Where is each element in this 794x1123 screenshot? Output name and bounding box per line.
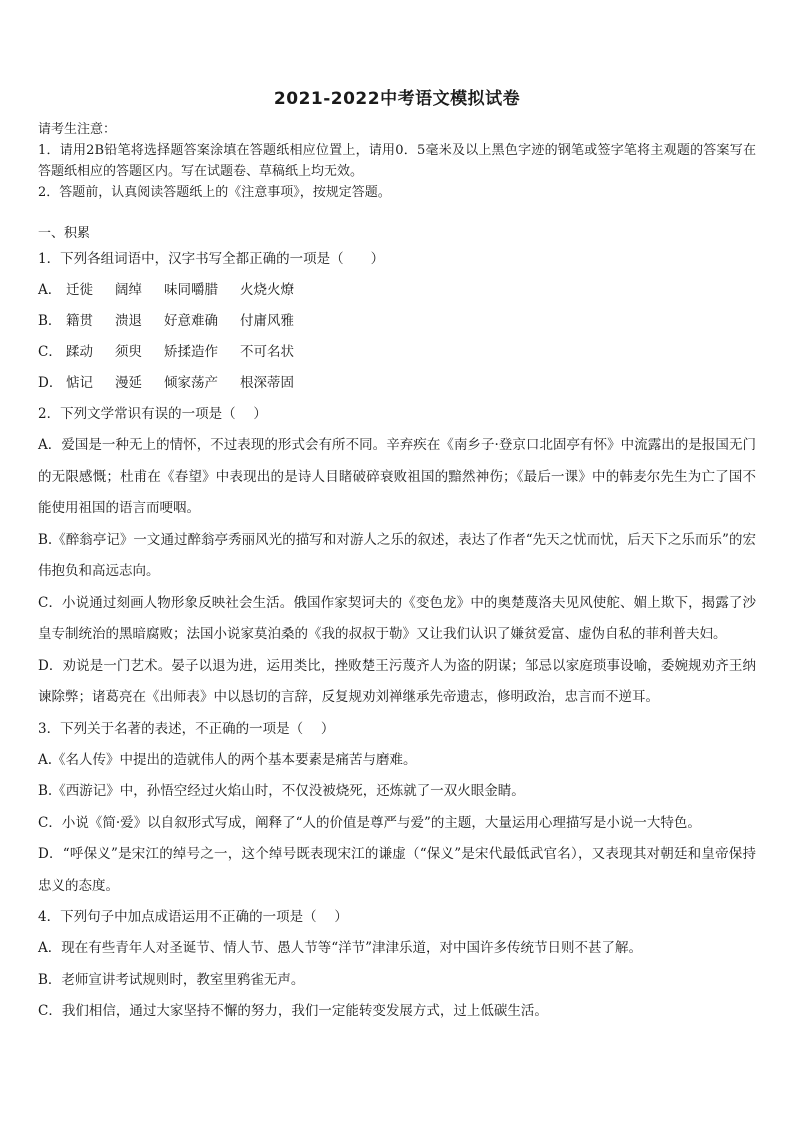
- notice-item: 1．请用2B铅笔将选择题答案涂填在答题纸相应位置上，请用0．5毫米及以上黑色字迹的钢笔或签字笔将主观题的答案写在答题纸相应的答题区内。写在试题卷、草稿纸上均无效。: [38, 143, 756, 179]
- question-4-option-b: B．老师宣讲考试规则时，教室里鸦雀无声。: [38, 971, 305, 988]
- question-3-option-d: D．“呼保义”是宋江的绰号之一，这个绰号既表现宋江的谦虚（“保义”是宋代最低武官名），又表现其对朝廷和皇帝保持忠义的态度。: [38, 846, 756, 894]
- notice-item: 2．答题前，认真阅读答题纸上的《注意事项》，按规定答题。: [38, 185, 391, 200]
- page-title: 2021-2022中考语文模拟试卷: [273, 89, 521, 109]
- question-2-option-a: A．爱国是一种无上的情怀，不过表现的形式会有所不同。辛弃疾在《南乡子·登京口北固亭有怀》中流露出的是报国无门的无限感慨；杜甫在《春望》中表现出的是诗人目睹破碎衰败祖国的黯然神伤；《最后一课》中的韩麦尔先生为亡了国不能使用祖国的语言而哽咽。: [38, 437, 756, 516]
- option-word: 蹂动: [66, 344, 93, 360]
- option-letter: D．: [38, 375, 63, 391]
- question-2-option-d: D．劝说是一门艺术。晏子以退为进，运用类比，挫败楚王污蔑齐人为盗的阴谋；邹忌以家庭琐事设喻，委婉规劝齐王纳谏除弊；诸葛亮在《出师表》中以恳切的言辞，反复规劝刘禅继承先帝遗志，修明政治，忠言而不逆耳。: [38, 657, 756, 705]
- option-word: 溃退: [115, 313, 142, 329]
- option-word: 惦记: [66, 375, 93, 391]
- question-4-option-c: C．我们相信，通过大家坚持不懈的努力，我们一定能转变发展方式，过上低碳生活。: [38, 1003, 548, 1019]
- question-2-option-c: C．小说通过刻画人物形象反映社会生活。俄国作家契诃夫的《变色龙》中的奥楚蔑洛夫见风使舵、媚上欺下，揭露了沙皇专制统治的黑暗腐败；法国小说家莫泊桑的《我的叔叔于勒》又让我们认识了嫌贫爱富、虚伪自私的菲利普夫妇。: [38, 594, 756, 642]
- option-word: 迁徙: [66, 282, 93, 298]
- question-4-option-a: A．现在有些青年人对圣诞节、情人节、愚人节等“洋节”津津乐道，对中国许多传统节日则不甚了解。: [38, 940, 643, 956]
- question-3-stem: 3．下列关于名著的表述，不正确的一项是（ ）: [38, 720, 335, 737]
- option-word: 付庸风雅: [240, 313, 294, 329]
- option-word: 漫延: [115, 375, 142, 391]
- question-1-option-a: [38, 275, 756, 306]
- question-2-option-b: B.《醉翁亭记》一文通过醉翁亭秀丽风光的描写和对游人之乐的叙述，表达了作者“先天之忧而忧，后天下之乐而乐”的宏伟抱负和高远志向。: [38, 531, 756, 579]
- question-1-option-b: [38, 306, 756, 337]
- option-letter: C．: [38, 344, 62, 360]
- notice-heading: 请考生注意：: [38, 122, 117, 137]
- option-word: 倾家荡产: [164, 375, 218, 391]
- question-3-option-b: B.《西游记》中，孙悟空经过火焰山时，不仅没被烧死，还炼就了一双火眼金睛。: [38, 783, 525, 799]
- option-word: 须臾: [115, 344, 142, 360]
- option-word: 籍贯: [66, 313, 93, 329]
- question-3-option-a: A.《名人传》中提出的造就伟人的两个基本要素是痛苦与磨难。: [38, 751, 417, 768]
- option-letter: B．: [38, 313, 62, 329]
- option-word: 阔绰: [115, 282, 142, 298]
- option-word: 味同嚼腊: [164, 282, 218, 298]
- option-word: 不可名状: [240, 344, 294, 360]
- question-4-stem: 4．下列句子中加点成语运用不正确的一项是（ ）: [38, 909, 348, 925]
- question-2-stem: 2．下列文学常识有误的一项是（ ）: [38, 406, 267, 422]
- option-word: 矫揉造作: [164, 344, 218, 360]
- question-1-option-c: [38, 337, 756, 368]
- option-word: 根深蒂固: [240, 375, 294, 391]
- option-word: 火烧火燎: [240, 282, 294, 298]
- question-3-option-c: C．小说《简·爱》以自叙形式写成，阐释了“人的价值是尊严与爱”的主题，大量运用心理描写是小说一大特色。: [38, 814, 701, 831]
- option-word: 好意难确: [164, 313, 218, 329]
- option-letter: A．: [38, 282, 62, 298]
- section-heading: 一、积累: [38, 226, 91, 241]
- question-1-stem: 1．下列各组词语中，汉字书写全都正确的一项是（ ）: [38, 251, 385, 267]
- question-1-option-d: [38, 368, 756, 399]
